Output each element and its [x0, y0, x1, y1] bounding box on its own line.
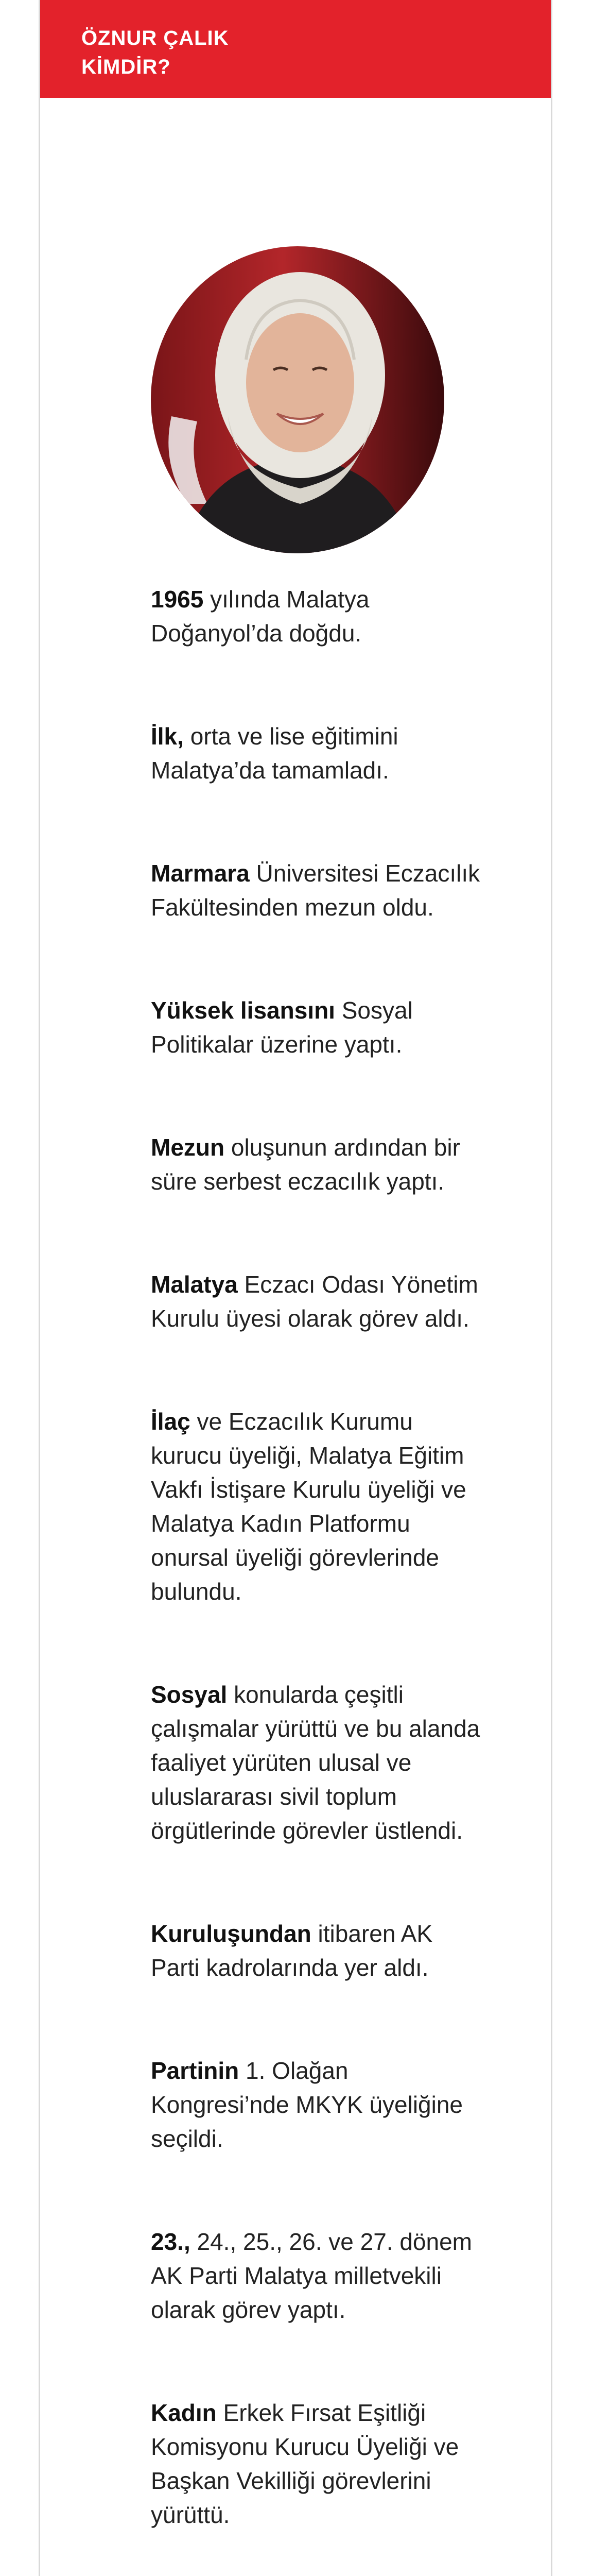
- bio-text: oluşunun ardından bir süre serbest eczacılık yaptı.: [151, 1134, 460, 1195]
- bio-paragraph: [151, 1917, 480, 1985]
- biography-list: [151, 582, 480, 2576]
- bio-lead: 1965: [151, 586, 204, 613]
- bio-paragraph: [151, 1267, 480, 1335]
- bio-paragraph: [151, 1677, 480, 1848]
- bio-paragraph: [151, 1404, 480, 1608]
- bio-lead: İlk,: [151, 723, 184, 750]
- bio-lead: Malatya: [151, 1271, 238, 1298]
- bio-lead: İlaç: [151, 1408, 190, 1435]
- bio-paragraph: [151, 2396, 480, 2532]
- bio-paragraph: [151, 856, 480, 924]
- portrait-photo: [151, 246, 444, 553]
- bio-text: Erkek Fırsat Eşitliği Komisyonu Kurucu Üyeliği ve Başkan Vekilliği görevlerini yürüttü.: [151, 2399, 459, 2528]
- bio-lead: Marmara: [151, 860, 250, 887]
- bio-paragraph: [151, 993, 480, 1061]
- title-line-1: ÖZNUR ÇALIK: [81, 27, 229, 49]
- bio-lead: Sosyal: [151, 1681, 228, 1708]
- bio-lead: 23.,: [151, 2228, 190, 2255]
- bio-text: ve Eczacılık Kurumu kurucu üyeliği, Malatya Eğitim Vakfı İstişare Kurulu üyeliği ve Malatya Kadın Platformu onursal üyeliği görevlerinde bulundu.: [151, 1408, 466, 1605]
- person-portrait-icon: [151, 246, 444, 553]
- bio-text: konularda çeşitli çalışmalar yürüttü ve bu alanda faaliyet yürüten ulusal ve uluslararası sivil toplum örgütlerinde görevler üstlendi.: [151, 1681, 480, 1844]
- bio-text: orta ve lise eğitimini Malatya’da tamamladı.: [151, 723, 398, 784]
- bio-text: itibaren AK Parti kadrolarında yer aldı.: [151, 1920, 433, 1981]
- page-title: [81, 24, 229, 81]
- bio-lead: Partinin: [151, 2057, 239, 2084]
- bio-lead: Yüksek lisansını: [151, 997, 335, 1024]
- bio-text: Üniversitesi Eczacılık Fakültesinden mezun oldu.: [151, 860, 480, 921]
- bio-lead: Mezun: [151, 1134, 225, 1161]
- bio-lead: Kuruluşundan: [151, 1920, 311, 1947]
- bio-paragraph: [151, 582, 480, 650]
- bio-text: yılında Malatya Doğanyol’da doğdu.: [151, 586, 370, 647]
- header-banner: [40, 0, 551, 98]
- bio-text: 1. Olağan Kongresi’nde MKYK üyeliğine seçildi.: [151, 2057, 463, 2152]
- infographic-card: [39, 0, 552, 2576]
- bio-paragraph: [151, 1130, 480, 1198]
- bio-text: 24., 25., 26. ve 27. dönem AK Parti Malatya milletvekili olarak görev yaptı.: [151, 2228, 472, 2323]
- bio-paragraph: [151, 2054, 480, 2156]
- bio-paragraph: [151, 719, 480, 787]
- title-line-2: KİMDİR?: [81, 56, 171, 78]
- bio-text: Eczacı Odası Yönetim Kurulu üyesi olarak görev aldı.: [151, 1271, 478, 1332]
- bio-text: Sosyal Politikalar üzerine yaptı.: [151, 997, 413, 1058]
- bio-lead: Kadın: [151, 2399, 217, 2426]
- bio-paragraph: [151, 2225, 480, 2327]
